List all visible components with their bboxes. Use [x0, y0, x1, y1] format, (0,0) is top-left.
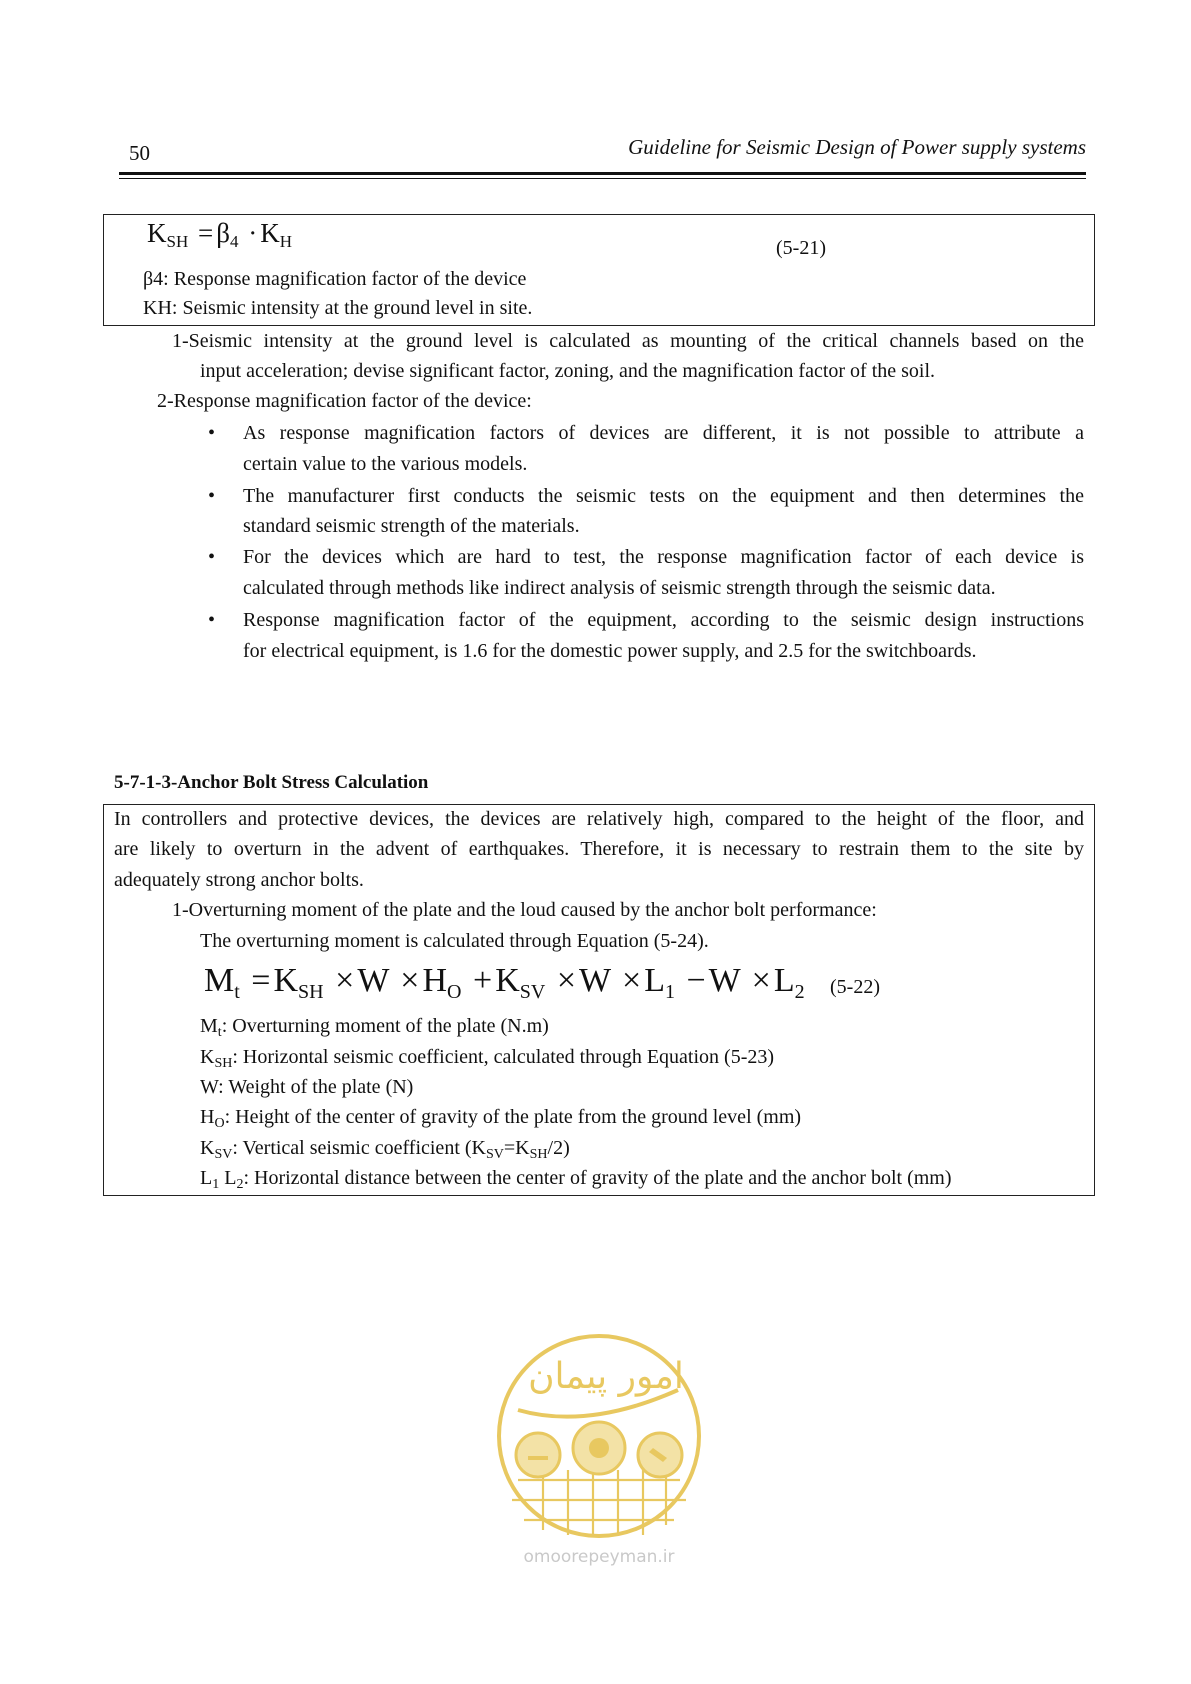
definition-ho: $H_O$: Height of the center of gravity of the plate from the ground level (mm) — [200, 1106, 802, 1131]
watermark-site: omoorepeyman.ir — [523, 1547, 675, 1566]
bullet-dot: • — [208, 609, 216, 631]
section-item-1: 1-Overturning moment of the plate and the loud caused by the anchor bolt performance: — [172, 899, 877, 921]
paragraph-line-3: adequately strong anchor bolts. — [114, 869, 364, 891]
page-number: 50 — [129, 141, 150, 165]
header-rule-thin — [119, 178, 1086, 179]
paragraph-line-2: are likely to overturn in the advent of earthquakes. Therefore, it is necessary to restrain them to the site by — [114, 838, 1084, 860]
svg-text:امور پیمان: امور پیمان — [528, 1356, 684, 1397]
definition-w: W: Weight of the plate (N) — [200, 1076, 414, 1098]
definition-kh: KH: Seismic intensity at the ground level in site. — [143, 297, 533, 319]
definition-beta4: β4: Response magnification factor of the device — [143, 268, 527, 290]
formula-5-21: $K_{SH} = \beta_4 \cdot K_H$ — [147, 218, 292, 251]
bullet-2-line-2: standard seismic strength of the materials. — [243, 515, 580, 537]
definition-ksv: $K_{SV}$: Vertical seismic coefficient $(K_{SV}=K_{SH}/2)$ — [200, 1137, 570, 1162]
intro-item-2: 2-Response magnification factor of the device: — [157, 390, 532, 412]
header-rule-thick — [119, 172, 1086, 175]
definition-l1-l2: $L_1$ $L_2$: Horizontal distance between the center of gravity of the plate and the anchor bolt (mm) — [200, 1167, 952, 1192]
bullet-3-line-2: calculated through methods like indirect analysis of seismic strength through the seismic data. — [243, 577, 996, 599]
equation-number-5-21: (5-21) — [776, 237, 826, 259]
bullet-dot: • — [208, 546, 216, 568]
bullet-4-line-2: for electrical equipment, is 1.6 for the domestic power supply, and 2.5 for the switchboards. — [243, 640, 977, 662]
bullet-dot: • — [208, 485, 216, 507]
bullet-1-line-2: certain value to the various models. — [243, 453, 528, 475]
definition-mt: $M_t$: Overturning moment of the plate (N.m) — [200, 1015, 549, 1040]
bullet-1-line-1: As response magnification factors of devices are different, it is not possible to attribute a — [243, 422, 1084, 444]
equation-number-5-22: (5-22) — [830, 976, 880, 998]
intro-item-1-line-2: input acceleration; devise significant factor, zoning, and the magnification factor of the soil. — [200, 360, 936, 382]
bullet-4-line-1: Response magnification factor of the equipment, according to the seismic design instructions — [243, 609, 1084, 631]
definition-ksh: $K_{SH}$: Horizontal seismic coefficient, calculated through Equation (5-23) — [200, 1046, 775, 1071]
running-header-title: Guideline for Seismic Design of Power supply systems — [628, 135, 1086, 159]
bullet-dot: • — [208, 422, 216, 444]
formula-5-22: $M_t =K_{SH} \times W \times H_O +K_{SV} \times W \times L_1 -W \times L_2$ — [204, 962, 805, 1003]
section-item-1-sub: The overturning moment is calculated through Equation (5-24). — [200, 930, 709, 952]
bullet-2-line-1: The manufacturer first conducts the seismic tests on the equipment and then determines the — [243, 485, 1084, 507]
logo-grid — [512, 1470, 686, 1536]
bullet-3-line-1: For the devices which are hard to test, the response magnification factor of each device is — [243, 546, 1084, 568]
section-heading: 5-7-1-3-Anchor Bolt Stress Calculation — [114, 772, 429, 793]
intro-item-1-line-1: 1-Seismic intensity at the ground level is calculated as mounting of the critical channels based on the — [172, 330, 1084, 352]
paragraph-line-1: In controllers and protective devices, the devices are relatively high, compared to the height of the floor, and — [114, 808, 1084, 830]
watermark-logo — [488, 1330, 710, 1566]
